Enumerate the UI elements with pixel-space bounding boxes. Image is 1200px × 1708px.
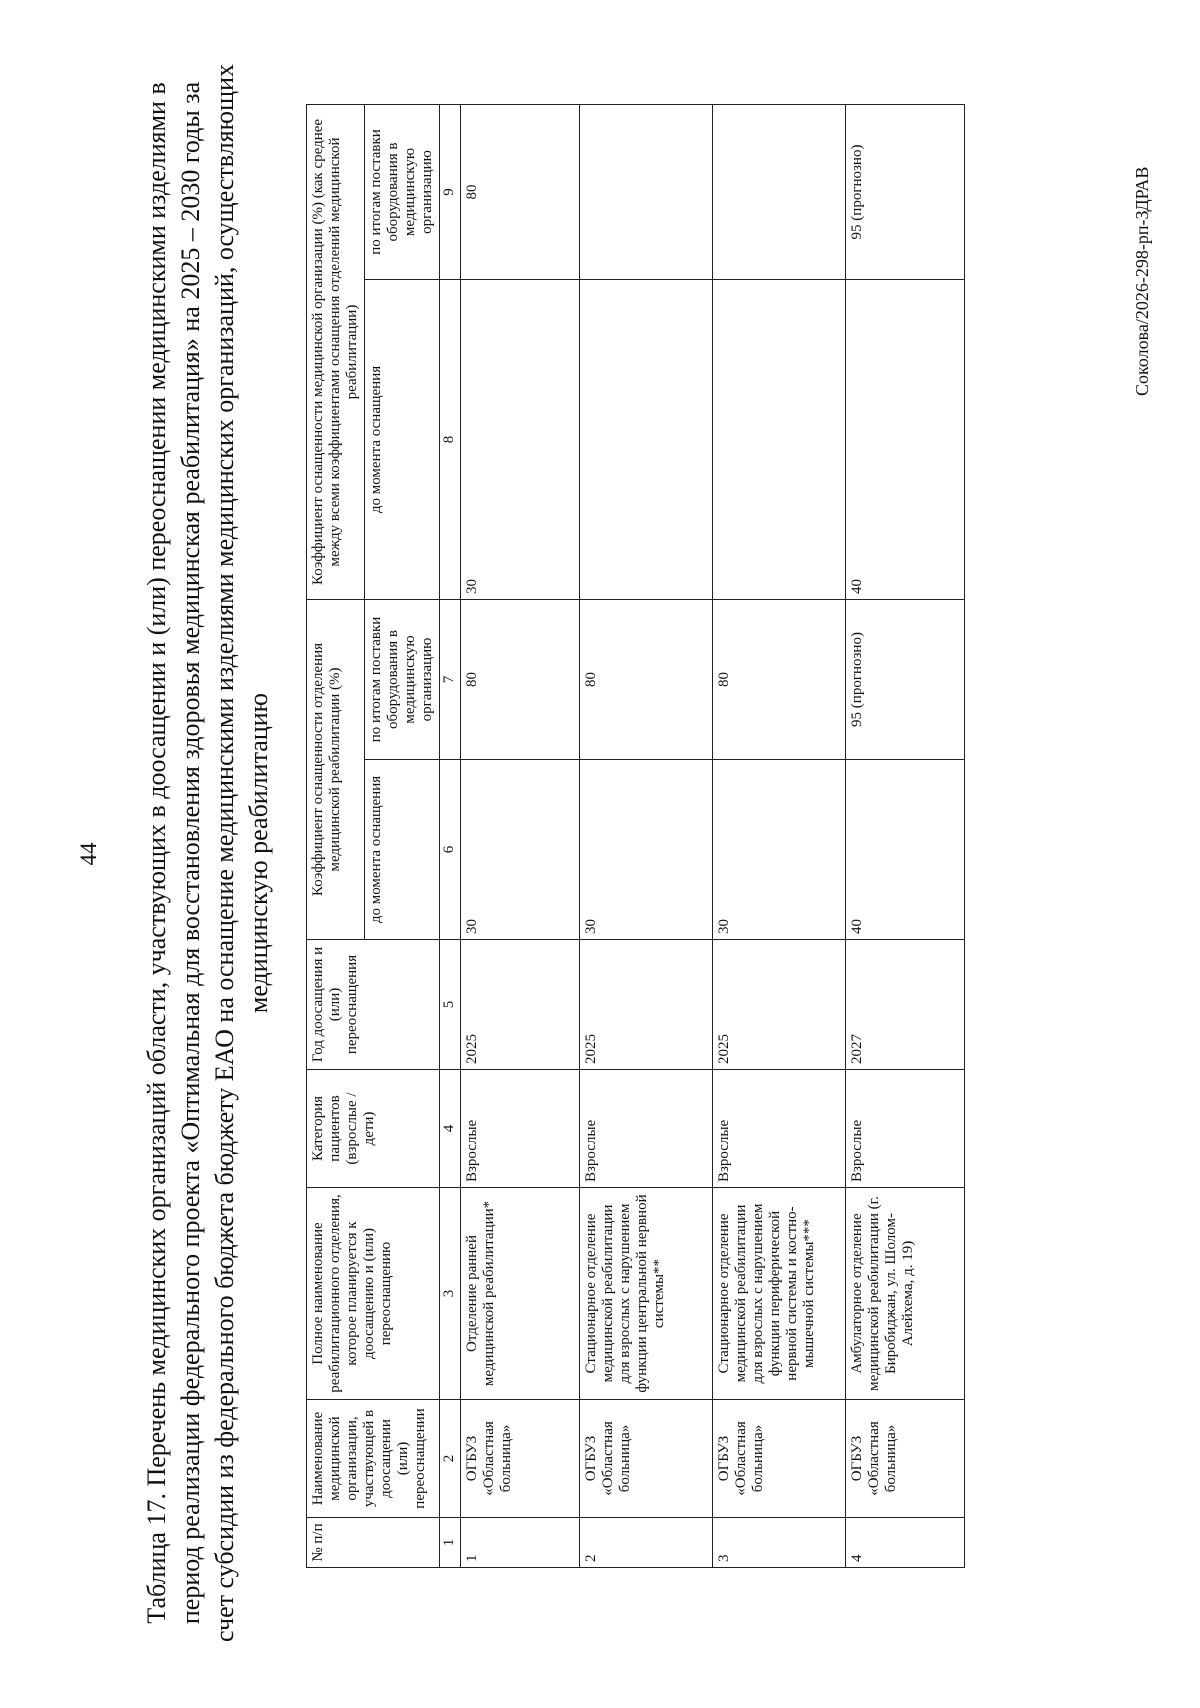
row-number: 4	[846, 1518, 965, 1568]
rehab-equipment-table	[306, 105, 965, 1568]
patient-category: Взрослые	[713, 1070, 846, 1188]
header-org-coef: Коэффициент оснащенности медицинской организации (%) (как среднее между всеми коэффициентами оснащения отделений медицинской реабилитации)	[307, 104, 365, 599]
org-coef-before	[713, 280, 846, 600]
column-index: 7	[440, 600, 461, 760]
org-coef-after	[580, 104, 713, 279]
header-org: Наименование медицинской организации, участвующей в доосащении (или) переоснащении	[307, 1400, 440, 1518]
column-index: 3	[440, 1188, 461, 1400]
header-dept-before: до момента оснащения	[365, 760, 440, 940]
dept-coef-after: 80	[713, 600, 846, 760]
equip-year: 2027	[846, 940, 965, 1070]
dept-name: Амбулаторное отделение медицинской реабилитации (г. Биробиджан, ул. Шолом-Алейхема, д. 19)	[846, 1188, 965, 1400]
patient-category: Взрослые	[461, 1070, 580, 1188]
table-row	[846, 104, 965, 1567]
dept-coef-before: 30	[580, 760, 713, 940]
equip-year: 2025	[580, 940, 713, 1070]
patient-category: Взрослые	[846, 1070, 965, 1188]
column-index: 1	[440, 1518, 461, 1568]
column-index-row	[440, 104, 461, 1567]
dept-coef-after: 80	[461, 600, 580, 760]
row-number: 1	[461, 1518, 580, 1568]
org-coef-after	[713, 104, 846, 279]
org-name: ОГБУЗ «Областная больница»	[713, 1400, 846, 1518]
org-coef-after: 95 (прогнозно)	[846, 104, 965, 279]
dept-name: Отделение ранней медицинской реабилитации*	[461, 1188, 580, 1400]
dept-coef-after: 95 (прогнозно)	[846, 600, 965, 760]
header-dept-after: по итогам поставки оборудования в медицинскую организацию	[365, 600, 440, 760]
equip-year: 2025	[461, 940, 580, 1070]
document-code: Соколова/2026-298-рп-ЗДРАВ	[1132, 166, 1152, 396]
table-row	[580, 104, 713, 1567]
org-name: ОГБУЗ «Областная больница»	[580, 1400, 713, 1518]
column-index: 5	[440, 940, 461, 1070]
column-index: 8	[440, 280, 461, 600]
column-index: 9	[440, 104, 461, 279]
row-number: 2	[580, 1518, 713, 1568]
column-index: 4	[440, 1070, 461, 1188]
table-row	[713, 104, 846, 1567]
header-org-after: по итогам поставки оборудования в медицинскую организацию	[365, 104, 440, 279]
dept-coef-after: 80	[580, 600, 713, 760]
dept-coef-before: 40	[846, 760, 965, 940]
header-dept: Полное наименование реабилитационного отделения, которое планируется к доосащению и (или) переоснащению	[307, 1188, 440, 1400]
header-org-before: до момента оснащения	[365, 280, 440, 600]
dept-name: Стационарное отделение медицинской реабилитации для взрослых с нарушением функции центральной нервной системы**	[580, 1188, 713, 1400]
page-number: 44	[76, 842, 101, 866]
table-row	[461, 104, 580, 1567]
header-num: № п/п	[307, 1518, 440, 1568]
column-index: 6	[440, 760, 461, 940]
table-title: Таблица 17. Перечень медицинских организаций области, участвующих в доосащении и (или) переоснащении медицинскими изделиями в период реализации федерального проекта «Оптимальная для восстановления здоровья медицинская реабилитация» на 2025 – 2030 годы за счет субсидии из федерального бюджета бюджету ЕАО на оснащение медицинскими изделиями медицинских организаций, осуществляющих медицинскую реабилитацию	[142, 63, 273, 1643]
header-dept-coef: Коэффициент оснащенности отделения медицинской реабилитации (%)	[307, 600, 365, 940]
header-category: Категория пациентов (взрослые / дети)	[307, 1070, 440, 1188]
header-year: Год доосащения и (или) переоснащения	[307, 940, 440, 1070]
org-name: ОГБУЗ «Областная больница»	[461, 1400, 580, 1518]
equip-year: 2025	[713, 940, 846, 1070]
row-number: 3	[713, 1518, 846, 1568]
dept-coef-before: 30	[713, 760, 846, 940]
column-index: 2	[440, 1400, 461, 1518]
org-coef-after: 80	[461, 104, 580, 279]
org-coef-before: 40	[846, 280, 965, 600]
org-name: ОГБУЗ «Областная больница»	[846, 1400, 965, 1518]
dept-name: Стационарное отделение медицинской реабилитации для взрослых с нарушением функции периферической нервной системы и костно-мышечной системы***	[713, 1188, 846, 1400]
patient-category: Взрослые	[580, 1070, 713, 1188]
dept-coef-before: 30	[461, 760, 580, 940]
org-coef-before: 30	[461, 280, 580, 600]
org-coef-before	[580, 280, 713, 600]
